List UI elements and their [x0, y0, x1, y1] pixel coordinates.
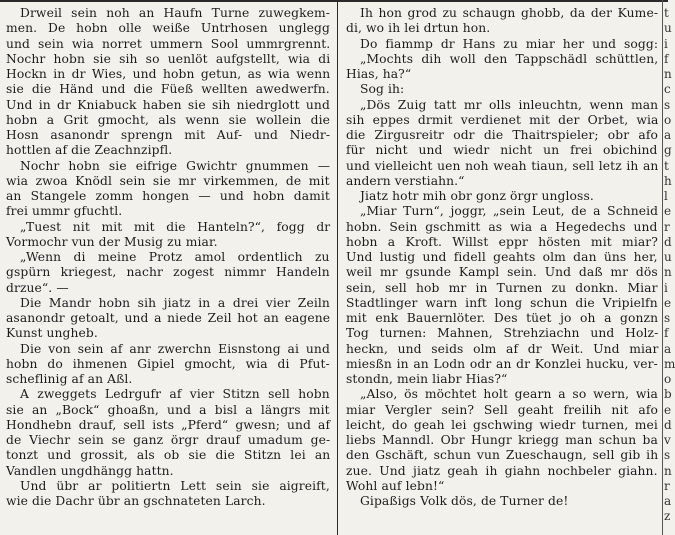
- text-line: Und in dr Kniabuck haben sie sih niedrglott und: [6, 97, 330, 112]
- edge-fragment: n: [664, 265, 672, 280]
- text-line: Gipaßigs Volk dös, de Turner de!: [360, 494, 569, 508]
- edge-fragment: u: [664, 250, 672, 264]
- edge-fragment: r: [664, 478, 670, 493]
- edge-fragment: u: [664, 21, 672, 36]
- top-rule: [0, 0, 668, 2]
- edge-fragment: d: [664, 417, 672, 432]
- text-line: Vormochr vun der Musig zu miar.: [6, 234, 218, 249]
- text-line: di, wo ih lei drtun hon.: [346, 21, 491, 36]
- edge-fragment: o: [664, 112, 672, 127]
- edge-fragment: n: [664, 67, 672, 81]
- text-line: Wohl auf lebn!“: [346, 478, 445, 493]
- text-line: hobn a Kroft. Willst eppr hösten mit miar?: [346, 234, 658, 249]
- text-line: Nochr hobn sie eifrige Gwichtr gnummen —: [20, 158, 331, 173]
- text-line: Drweil sein noh an Haufn Turne zuwegkem-: [20, 6, 331, 20]
- edge-fragment: a: [664, 494, 672, 508]
- text-line: „Miar Turn“, joggr, „sein Leut, de a Schneid: [360, 204, 659, 219]
- text-line: andern verstiahn.“: [346, 173, 465, 188]
- text-line: Die Mandr hobn sih jiatz in a drei vier Zeiln: [20, 295, 330, 310]
- text-line: Nochr hobn sie sih so uenlöt aufgstellt, wia di: [6, 51, 331, 66]
- text-line: sih eppes drmit verdienet mit der Orbet, wia: [346, 112, 659, 127]
- edge-fragment: s: [664, 311, 671, 325]
- text-line: frei ummr gfuchtl.: [6, 204, 123, 219]
- text-line: Und übr ar politiertn Lett sein sie aigreift,: [20, 478, 330, 493]
- text-line: de Viechr sein se ganz örgr drauf umadum ge-: [6, 433, 331, 447]
- text-line: wie die Dachr übr an gschnateten Larch.: [6, 494, 266, 508]
- text-line: men. De hobn olle weiße Untrhosen unglegg: [6, 21, 330, 36]
- edge-fragment: e: [664, 204, 672, 219]
- edge-fragment: b: [664, 387, 672, 402]
- text-line: Hondhebn drauf, sell ists „Pferd“ gwesn; und af: [6, 417, 331, 432]
- text-line: hobn do ihmenen Gipiel gmocht, wia di Pfut-: [6, 356, 330, 371]
- edge-fragment: c: [664, 82, 671, 97]
- text-line: Kunst ungheb.: [6, 326, 98, 341]
- edge-fragment: a: [664, 341, 672, 356]
- text-line: mit enk Bauernlöter. Des tüet jo oh a gonzn: [346, 311, 659, 325]
- edge-fragment: e: [664, 402, 672, 417]
- edge-fragment: i: [664, 36, 668, 51]
- text-line: sein, sell hob mr in Turnen zu donkn. Miar: [346, 280, 658, 295]
- text-line: A zweggets Ledrgufr af vier Stitzn sell hobn: [20, 387, 330, 402]
- edge-fragment: a: [664, 128, 672, 142]
- text-line: zue. Und jiatz geah ih giahn nochbeler giahn.: [346, 463, 658, 478]
- column-divider: [337, 0, 338, 535]
- adjacent-column-fragment: [664, 6, 675, 526]
- text-line: weil mr gsunde Kampl sein. Und daß mr dös: [346, 265, 658, 280]
- edge-fragment: s: [664, 97, 671, 112]
- text-line: für nicht und wiedr nicht un frei obichind: [346, 143, 658, 158]
- text-line: Vandlen ungdhängg hattn.: [6, 463, 174, 478]
- edge-fragment: h: [664, 173, 672, 188]
- text-line: Und lustig und fidell geahts olm dan üns her,: [346, 250, 658, 264]
- text-line: sie die Händ und die Füeß wellten awedwerfn.: [6, 82, 330, 97]
- text-line: die Zirgusreitr odr die Thaitrspieler; obr afo: [346, 128, 659, 142]
- edge-fragment: t: [664, 6, 669, 20]
- edge-fragment: s: [664, 448, 671, 463]
- text-line: „Mochts dih woll den Tappschädl schüttlen,: [360, 51, 659, 66]
- text-line: den Gschäft, schun vun Zueschaugn, sell gib ih: [346, 448, 659, 463]
- edge-fragment: r: [664, 219, 670, 234]
- left-text-column: [6, 6, 330, 509]
- text-line: an Stangele zomm hongen — und hobn damit: [6, 189, 330, 203]
- text-line: gspürn kriegest, nachr zogest nimmr Handeln: [6, 265, 330, 280]
- text-line: tonzt und grossit, als ob sie die Stitzn lei an: [6, 448, 331, 463]
- right-text-column: [346, 6, 658, 509]
- edge-fragment: i: [664, 280, 668, 295]
- text-line: „Wenn di meine Protz amol ordentlich zu: [20, 250, 330, 264]
- text-line: Tog turnen: Mahnen, Strehziachn und Holz-: [346, 326, 659, 341]
- text-line: scheflinig af an Aßl.: [6, 372, 133, 386]
- edge-fragment: m: [664, 356, 675, 371]
- text-line: stondn, mein liabr Hias?“: [346, 372, 508, 386]
- edge-fragment: d: [664, 234, 672, 249]
- edge-fragment: f: [664, 51, 669, 66]
- text-line: hobn a Grit gmocht, als wenn sie wollein die: [6, 112, 331, 127]
- text-line: Die von sein af anr zwerchn Eisnstong ai und: [20, 341, 330, 356]
- edge-fragment: e: [664, 295, 672, 310]
- text-line: Stadtlinger warn inft long schun die Vripielfn: [346, 295, 658, 310]
- text-line: wia zwoa Knödl sein sie mr virkemmen, de mit: [6, 173, 330, 188]
- text-line: miesßn in an Lodn odr an dr Konzlei hucku, ver-: [346, 356, 658, 371]
- text-line: Hosn asanondr sprengn mit Auf- und Niedr-: [6, 128, 331, 142]
- text-line: und vielleicht uen noh weah tiaun, sell letz ih an: [346, 158, 659, 173]
- text-line: „Dös Zuig tatt mr olls inleuchtn, wenn man: [360, 97, 659, 112]
- text-line: leicht, do geah lei gschwing wiedr turnen, mei: [346, 417, 658, 432]
- text-line: sie an „Bock“ ghoaßn, und a bisl a längrs mit: [6, 402, 330, 417]
- text-line: heckn, und seids olm af dr Weit. Und miar: [346, 341, 659, 356]
- text-line: drzue“. —: [6, 280, 69, 295]
- text-line: asanondr getoalt, und a niede Zeil hot an eagene: [6, 311, 331, 325]
- text-line: Hockn in dr Wies, und hobn getun, as wia wenn: [6, 67, 331, 81]
- edge-fragment: o: [664, 372, 672, 386]
- text-line: hottlen af die Zeachnzipfl.: [6, 143, 173, 158]
- text-line: und sein wia norret ummern Sool ummrgrennt.: [6, 36, 331, 51]
- text-line: Hias, ha?“: [346, 67, 412, 81]
- edge-fragment: z: [664, 509, 671, 524]
- text-line: Ih hon grod zu schaugn ghobb, da der Kume-: [360, 6, 659, 20]
- edge-fragment: l: [664, 189, 668, 203]
- edge-fragment: g: [664, 143, 672, 158]
- text-line: „Tuest nit mit mit die Hanteln?“, fogg dr: [20, 219, 331, 234]
- text-line: „Also, ös möchtet holt gearn a so wern, wia: [360, 387, 658, 402]
- edge-fragment: n: [664, 463, 672, 478]
- text-line: liebs Manndl. Obr Hungr kriegg man schun ba: [346, 433, 658, 447]
- text-line: miar Vergler sein? Sell geaht freilih nit afo: [346, 402, 658, 417]
- adjacent-column-rule: [662, 0, 663, 535]
- text-line: Do fiammp dr Hans zu miar her und sogg:: [360, 36, 659, 51]
- text-line: Sog ih:: [360, 82, 405, 97]
- edge-fragment: t: [664, 158, 669, 173]
- text-line: Jiatz hotr mih obr gonz örgr ungloss.: [360, 189, 594, 203]
- edge-fragment: f: [664, 326, 669, 341]
- text-line: hobn. Sein gschmitt as wia a Hegedechs und: [346, 219, 658, 234]
- edge-fragment: v: [664, 433, 671, 447]
